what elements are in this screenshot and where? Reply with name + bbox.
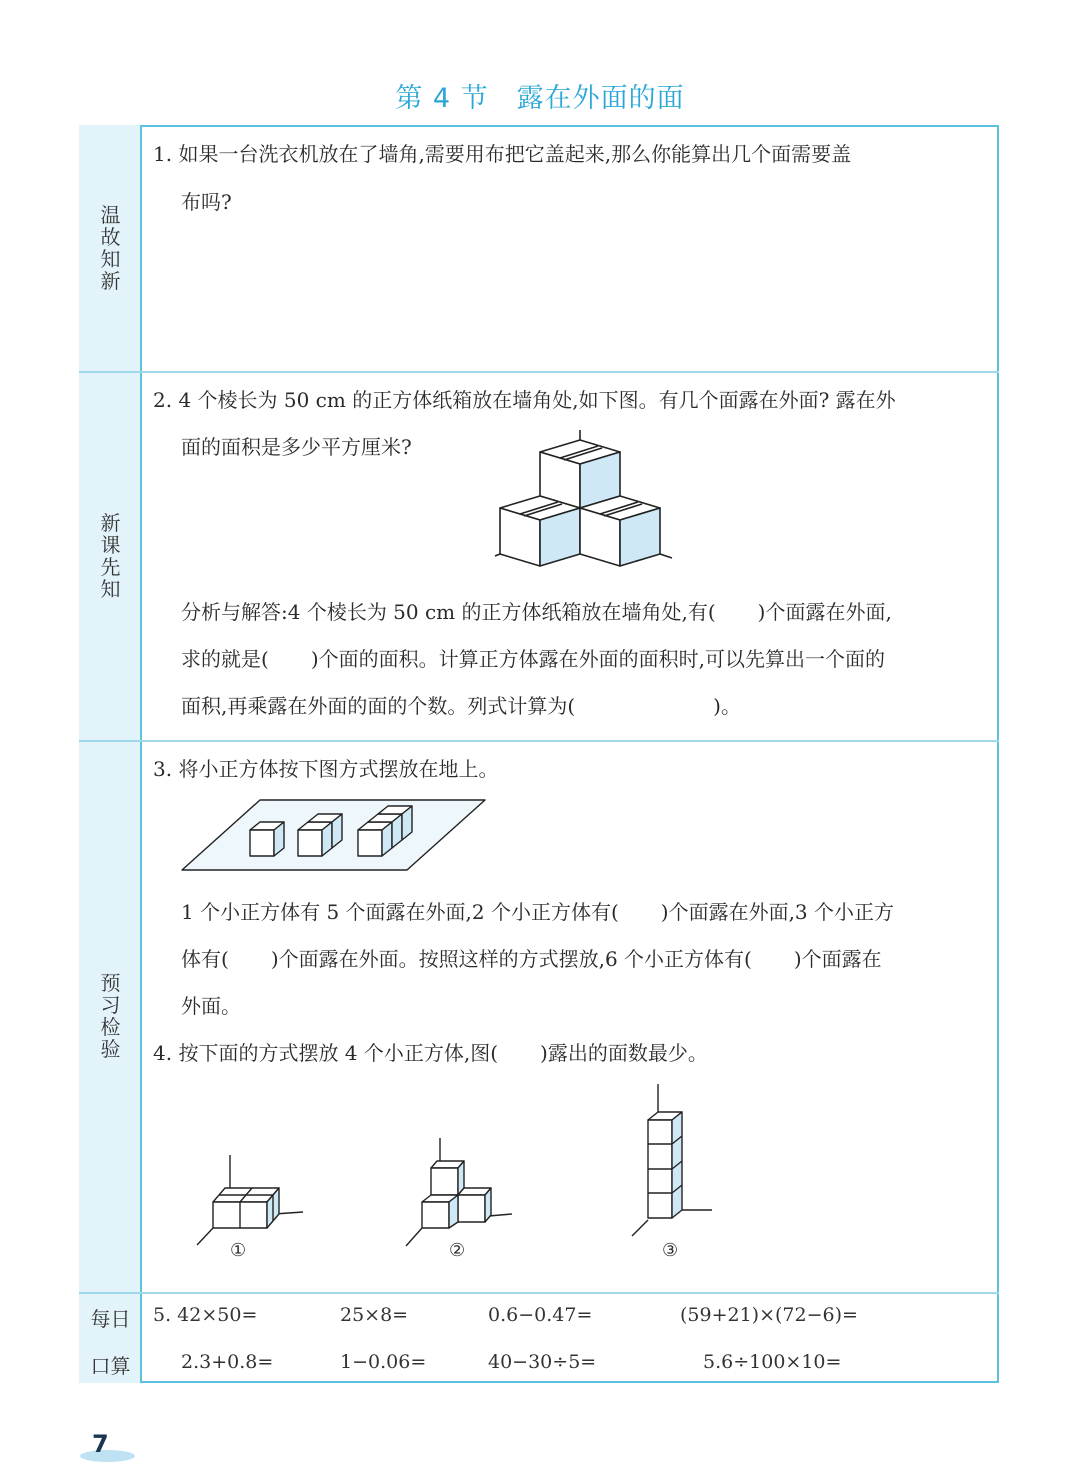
question-3-answer-line-1 — [181, 896, 894, 925]
section-label-char: 课 — [100, 533, 121, 557]
figure-2-cubes — [404, 1136, 519, 1248]
question-3-line-1: 3. 将小正方体按下图方式摆放在地上。 — [153, 757, 499, 781]
calc-item: (59+21)×(72−6)= — [680, 1304, 858, 1326]
divider-3 — [79, 1292, 999, 1294]
figure-1-cubes — [195, 1150, 310, 1250]
answer-text: 1 个小正方体有 5 个面露在外面,2 个小正方体有( — [181, 900, 619, 924]
calc-item: 5. 42×50= — [153, 1304, 258, 1326]
question-2-line-2: 面的面积是多少平方厘米? — [181, 435, 412, 459]
calc-item: 5.6÷100×10= — [703, 1351, 842, 1373]
question-1-line-2: 布吗? — [181, 190, 232, 214]
calc-item: 40−30÷5= — [488, 1351, 597, 1373]
section-label-new-lesson — [79, 512, 142, 600]
question-1-line-1: 1. 如果一台洗衣机放在了墙角,需要用布把它盖起来,那么你能算出几个面需要盖 — [153, 142, 852, 166]
section-label-char: 预 — [100, 971, 121, 995]
section-label-char: 故 — [100, 225, 121, 249]
section-label-char: 新 — [100, 511, 121, 535]
calc-item: 25×8= — [340, 1304, 409, 1326]
calc-item: 1−0.06= — [340, 1351, 427, 1373]
answer-text: )个面露在外面, — [757, 600, 892, 624]
calc-item: 2.3+0.8= — [181, 1351, 274, 1373]
page-number: 7 — [92, 1430, 109, 1458]
section-name: 露在外面的面 — [516, 83, 685, 114]
question-3-answer-line-2 — [181, 943, 882, 972]
daily-label-bottom: 口算 — [90, 1354, 131, 1378]
section-number: 第 4 节 — [395, 83, 489, 114]
cubes-on-ground-figure — [180, 798, 490, 874]
question-text: )露出的面数最少。 — [540, 1041, 708, 1065]
section-label-char: 新 — [100, 269, 121, 293]
question-3-answer-line-3: 外面。 — [181, 994, 241, 1018]
answer-text: 求的就是( — [181, 647, 269, 671]
section-label-char: 习 — [100, 993, 121, 1017]
question-2-answer-line-3 — [181, 690, 741, 719]
section-label-char: 温 — [100, 203, 121, 227]
section-sidebar — [79, 125, 142, 1383]
section-label-char: 验 — [100, 1037, 121, 1061]
question-2-answer-line-1 — [181, 596, 892, 625]
question-2-line-1: 2. 4 个棱长为 50 cm 的正方体纸箱放在墙角处,如下图。有几个面露在外面? 露在外 — [153, 388, 896, 412]
answer-text: )个面露在外面,3 个小正方 — [660, 900, 895, 924]
calc-item: 0.6−0.47= — [488, 1304, 593, 1326]
figure-2-label: ② — [449, 1240, 466, 1261]
figure-1-label: ① — [230, 1240, 247, 1261]
question-2-answer-line-2 — [181, 643, 885, 672]
answer-text: 面积,再乘露在外面的面的个数。列式计算为( — [181, 694, 576, 718]
question-4-line-1 — [153, 1037, 708, 1066]
divider-2 — [79, 740, 999, 742]
answer-text: )个面的面积。计算正方体露在外面的面积时,可以先算出一个面的 — [310, 647, 885, 671]
divider-1 — [79, 371, 999, 373]
figure-3-cubes — [630, 1082, 715, 1242]
section-label-char: 知 — [100, 577, 121, 601]
section-label-char: 先 — [100, 555, 121, 579]
answer-text: )。 — [713, 694, 741, 718]
section-label-char: 知 — [100, 247, 121, 271]
section-label-review — [79, 204, 142, 292]
answer-text: )个面露在 — [793, 947, 882, 971]
daily-label-top: 每日 — [90, 1307, 131, 1331]
question-text: 4. 按下面的方式摆放 4 个小正方体,图( — [153, 1041, 499, 1065]
answer-text: 分析与解答:4 个棱长为 50 cm 的正方体纸箱放在墙角处,有( — [181, 600, 716, 624]
answer-text: 体有( — [181, 947, 229, 971]
page-title — [0, 76, 1080, 115]
answer-text: )个面露在外面。按照这样的方式摆放,6 个小正方体有( — [270, 947, 752, 971]
section-label-preview-check — [79, 972, 142, 1060]
figure-3-label: ③ — [662, 1240, 679, 1261]
section-label-char: 检 — [100, 1015, 121, 1039]
boxes-in-corner-figure — [490, 430, 680, 580]
